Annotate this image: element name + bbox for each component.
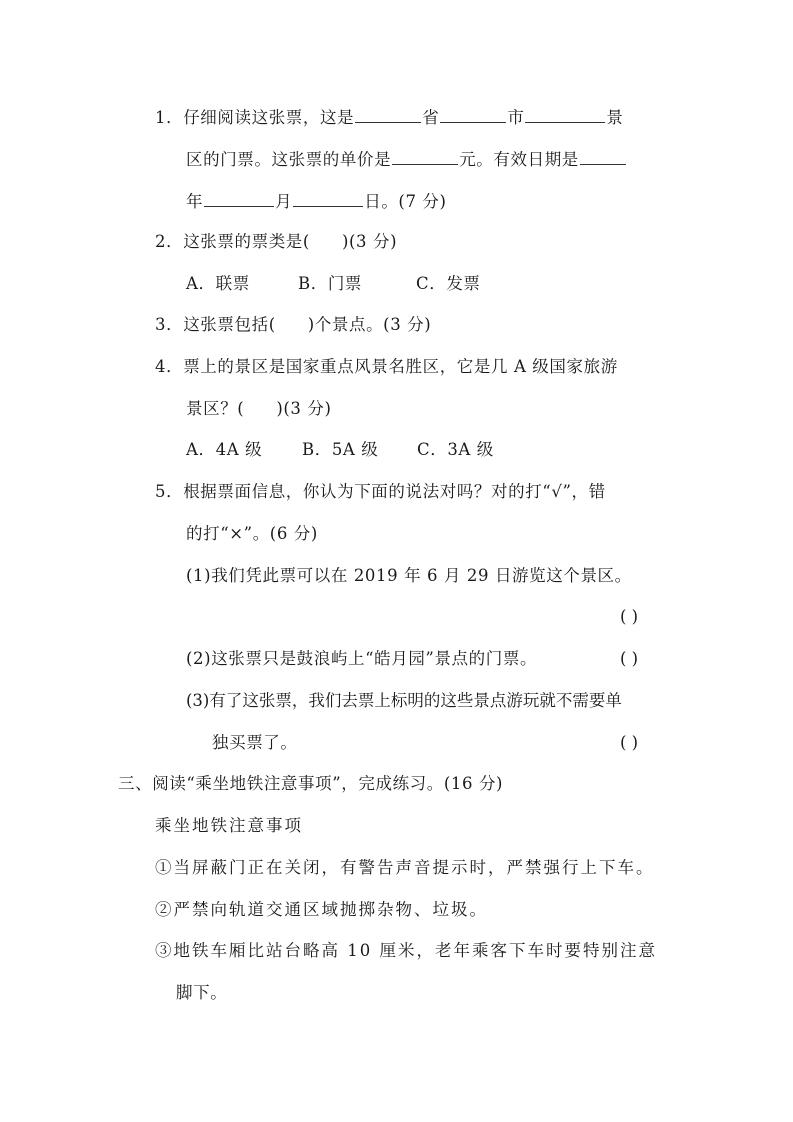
q4-option-a[interactable]: A．4A 级 (186, 440, 263, 459)
q4-option-b[interactable]: B．5A 级 (302, 440, 379, 459)
q2-option-c[interactable]: C．发票 (416, 274, 481, 293)
notice-rule-2: ②严禁向轨道交通区域抛掷杂物、垃圾。 (155, 900, 488, 919)
q2-stem: 2．这张票的票类是( )(3 分) (155, 232, 398, 251)
q5-item-2: (2)这张票只是鼓浪屿上“皓月园”景点的门票。 (186, 649, 538, 668)
q4-number: 4． (155, 357, 184, 376)
q5-item-3: (3)有了这张票，我们去票上标明的这些景点游玩就不需要单 (186, 691, 622, 710)
scenic-area-blank[interactable] (525, 106, 605, 123)
notice-rule-3: ③地铁车厢比站台略高 10 厘米，老年乘客下车时要特别注意 (155, 941, 657, 960)
q5-item-1: (1)我们凭此票可以在 2019 年 6 月 29 日游览这个景区。 (186, 566, 632, 585)
q4-options (186, 439, 494, 461)
q1-line-2: 区的门票。这张票的单价是 元。有效日期是 (186, 148, 627, 171)
q5-item-3-answer[interactable]: ( ) (620, 733, 639, 752)
notice-title: 乘坐地铁注意事项 (155, 816, 303, 835)
city-blank[interactable] (440, 106, 506, 123)
q4-line-2: 景区？( )(3 分) (186, 399, 332, 418)
notice-rule-1: ①当屏蔽门正在关闭，有警告声音提示时，严禁强行上下车。 (155, 858, 655, 877)
q2-options (186, 273, 481, 295)
day-blank[interactable] (293, 190, 363, 207)
q5-line-1: 5．根据票面信息，你认为下面的说法对吗？对的打“√”，错 (155, 482, 606, 501)
q5-item-3-line-2: 独买票了。 (212, 733, 298, 752)
province-blank[interactable] (355, 106, 421, 123)
q1-line-1: 1．仔细阅读这张票，这是 省 市 景 (155, 108, 624, 127)
year-blank[interactable] (580, 148, 626, 165)
q2-option-b[interactable]: B．门票 (298, 274, 363, 293)
q2-option-a[interactable]: A．联票 (186, 274, 250, 293)
q5-item-1-answer[interactable]: ( ) (620, 607, 639, 626)
q5-number: 5． (155, 482, 184, 501)
month-blank[interactable] (204, 190, 274, 207)
q3-stem: 3．这张票包括( )个景点。(3 分) (155, 315, 432, 334)
q4-option-c[interactable]: C．3A 级 (417, 440, 494, 459)
q2-number: 2． (155, 232, 184, 251)
q5-item-2-answer[interactable]: ( ) (620, 649, 639, 668)
notice-rule-3-line-2: 脚下。 (176, 983, 228, 1002)
section-3-heading: 三、阅读“乘坐地铁注意事项”，完成练习。(16 分) (118, 774, 504, 793)
q1-line-3: 年 月 日。(7 分) (186, 192, 447, 211)
q4-line-1: 4．票上的景区是国家重点风景名胜区，它是几 A 级国家旅游 (155, 357, 618, 376)
q1-number: 1． (155, 108, 184, 127)
q3-number: 3． (155, 315, 184, 334)
q5-line-2: 的打“×”。(6 分) (186, 524, 318, 543)
price-blank[interactable] (392, 148, 458, 165)
